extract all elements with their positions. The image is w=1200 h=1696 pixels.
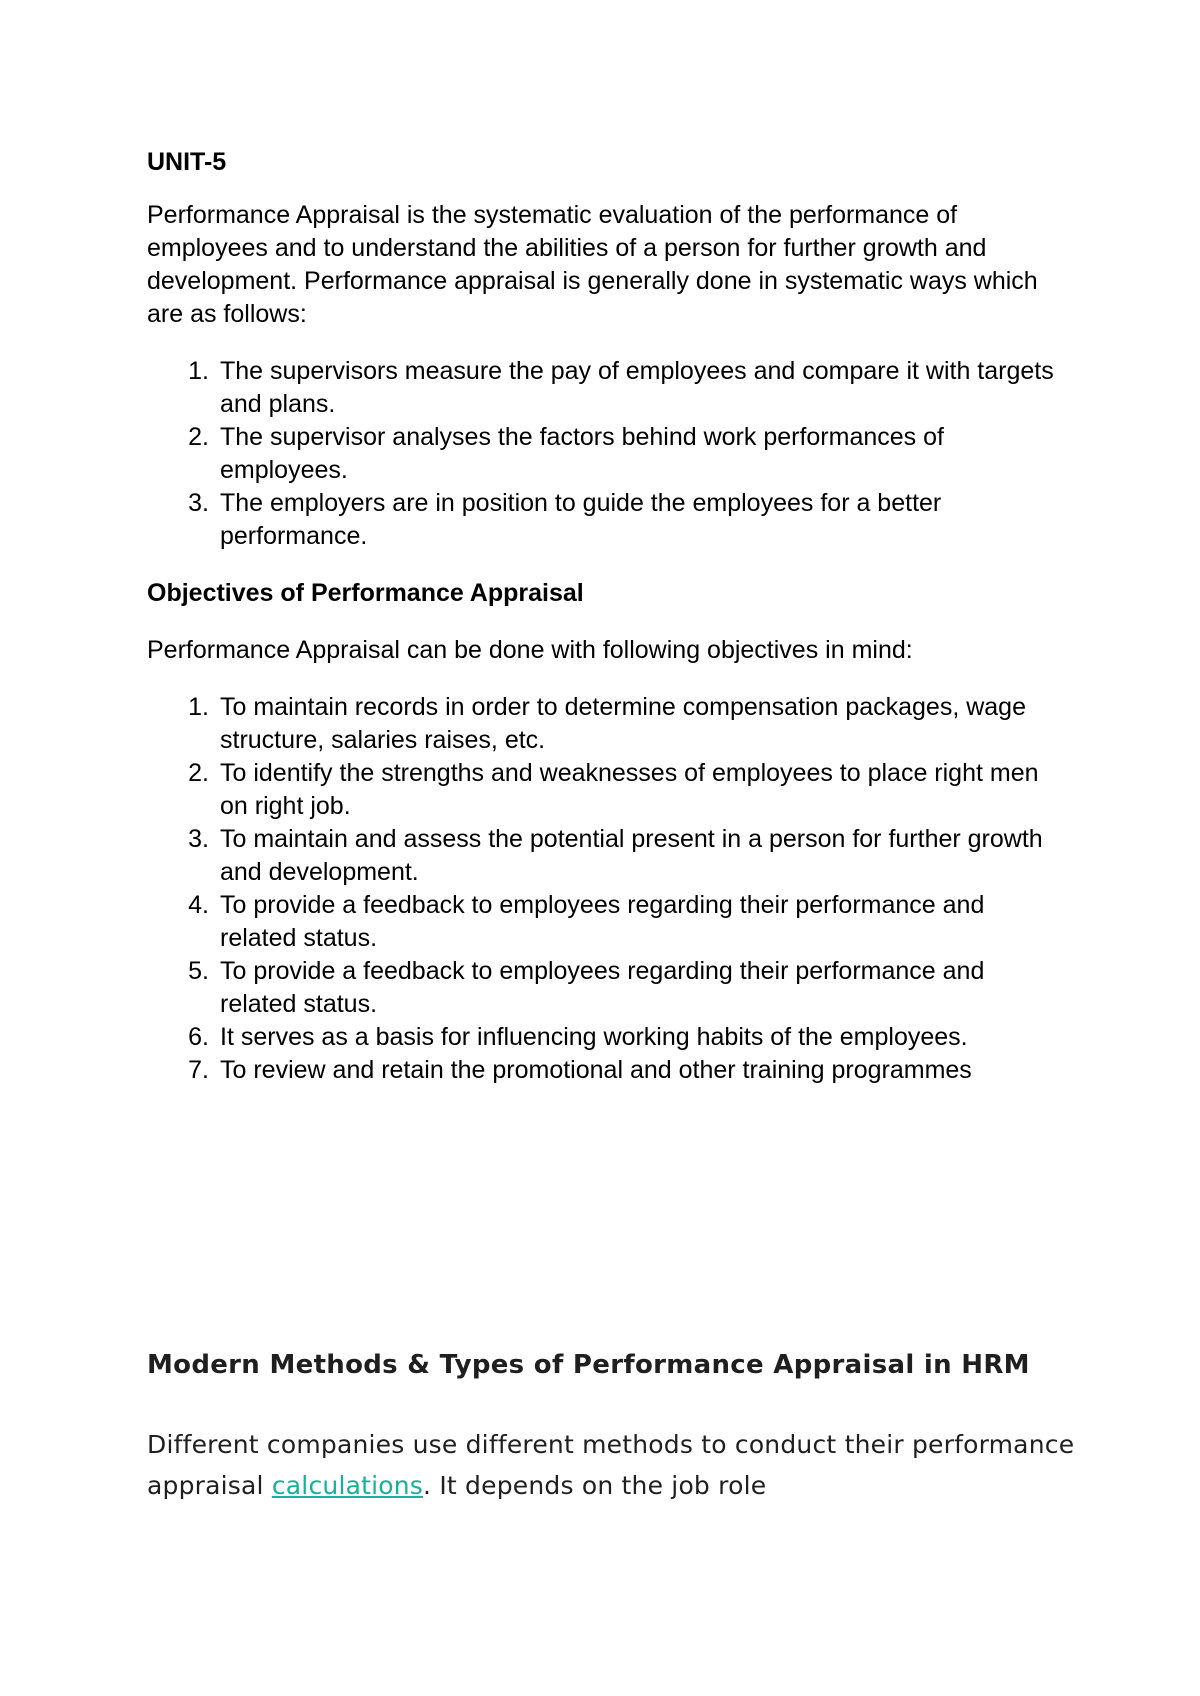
list-item-text: The supervisors measure the pay of employees and compare it with targets and plans.	[220, 357, 1054, 418]
list-item-text: To maintain and assess the potential present in a person for further growth and development.	[220, 825, 1043, 886]
list-item-text: To provide a feedback to employees regarding their performance and related status.	[220, 957, 985, 1018]
list-item	[147, 1054, 1067, 1087]
list-item-number: 5.	[188, 957, 209, 985]
list-item-text: To maintain records in order to determine compensation packages, wage structure, salaries raises, etc.	[220, 693, 1026, 754]
list-item-number: 6.	[188, 1023, 209, 1051]
intro-list	[147, 355, 1067, 553]
list-item-number: 2.	[188, 759, 209, 787]
list-item	[147, 355, 1067, 421]
objectives-intro: Performance Appraisal can be done with following objectives in mind:	[147, 636, 913, 664]
list-item	[147, 955, 1067, 1021]
list-item	[147, 487, 1067, 553]
list-item	[147, 691, 1067, 757]
paragraph-text-after-link: . It depends on the job role	[423, 1471, 767, 1500]
objectives-heading: Objectives of Performance Appraisal	[147, 579, 584, 607]
list-item-text: The employers are in position to guide the employees for a better performance.	[220, 489, 942, 550]
list-item-number: 2.	[188, 423, 209, 451]
list-item-number: 3.	[188, 825, 209, 853]
list-item	[147, 889, 1067, 955]
list-item-text: To provide a feedback to employees regarding their performance and related status.	[220, 891, 985, 952]
list-item-text: It serves as a basis for influencing working habits of the employees.	[220, 1023, 968, 1051]
unit-title: UNIT-5	[147, 148, 227, 176]
list-item	[147, 1021, 1067, 1054]
list-item-number: 1.	[188, 693, 209, 721]
list-item	[147, 823, 1067, 889]
modern-methods-paragraph	[147, 1424, 1087, 1506]
list-item-text: The supervisor analyses the factors behind work performances of employees.	[220, 423, 944, 484]
list-item-number: 3.	[188, 489, 209, 517]
calculations-link[interactable]: calculations	[271, 1471, 424, 1500]
list-item-text: To identify the strengths and weaknesses of employees to place right men on right job.	[220, 759, 1039, 820]
list-item	[147, 757, 1067, 823]
modern-methods-heading: Modern Methods & Types of Performance Appraisal in HRM	[147, 1350, 1030, 1380]
modern-methods-section	[147, 1335, 1087, 1506]
list-item-text: To review and retain the promotional and other training programmes	[220, 1056, 972, 1084]
list-item-number: 7.	[188, 1056, 209, 1084]
list-item-number: 4.	[188, 891, 209, 919]
intro-paragraph: Performance Appraisal is the systematic evaluation of the performance of employees and to understand the abilities of a person for further growth and development. Performance appraisal is generally done in systematic ways which are as follows:	[147, 201, 1038, 328]
paragraph-text-before-link: Different companies use different methods to conduct their performance appraisal	[147, 1430, 1075, 1500]
document-body	[147, 146, 1067, 1111]
list-item	[147, 421, 1067, 487]
objectives-list	[147, 691, 1067, 1087]
list-item-number: 1.	[188, 357, 209, 385]
